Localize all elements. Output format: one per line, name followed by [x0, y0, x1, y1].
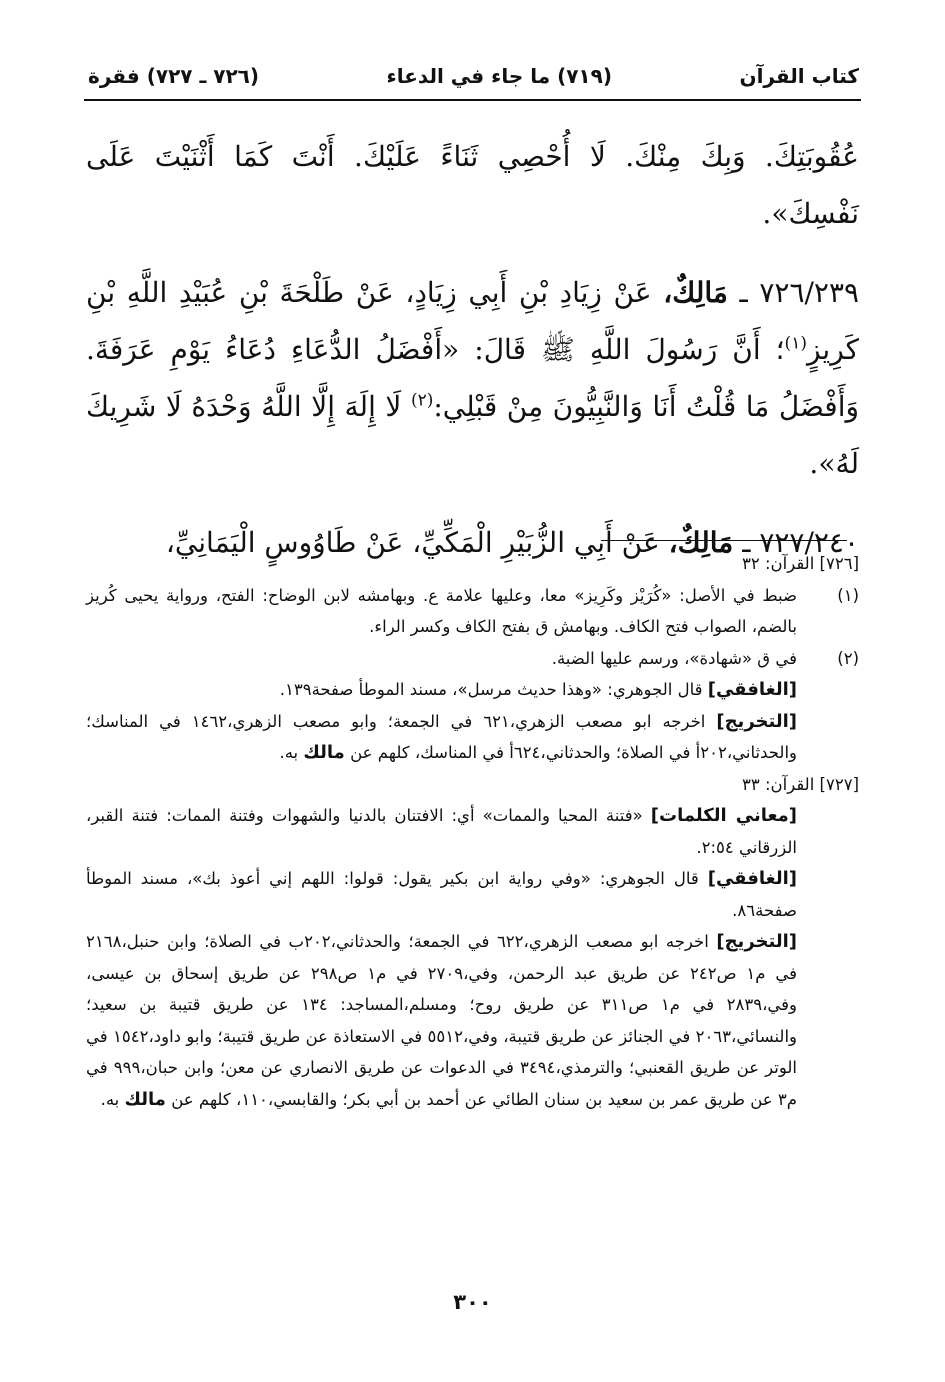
takhrij-note-726: [86, 706, 859, 769]
takhrij-end: به.: [279, 743, 304, 762]
footnote-2: [86, 643, 859, 675]
footnote-divider: [601, 540, 847, 541]
ghafiqi-note-726: [86, 674, 859, 706]
footnote-2-text: في ق «شهادة»، ورسم عليها الضبة.: [551, 648, 797, 668]
hadith-727-chain: عَنْ أَبِي الزُّبَيْرِ الْمَكِّيِّ، عَنْ طَاوُوسٍ الْيَمَانِيِّ،: [165, 526, 660, 559]
hadith-726-chain: عَنْ زِيَادِ بْنِ أَبِي زِيَادٍ، عَنْ طَلْحَةَ بْنِ عُبَيْدِ اللَّهِ بْنِ كَرِيزٍ: [86, 276, 859, 366]
header-divider: [84, 99, 861, 101]
hadith-726-number: ٧٢٦/٢٣٩ ـ: [739, 276, 860, 309]
takhrij-text: اخرجه ابو مصعب الزهري،٦٢٢ في الجمعة؛ والحدثاني،٢٠٢ب في الصلاة؛ وابن حنبل،٢١٦٨ في م١ ص٢٤٢ عن طريق عبد الرحمن، وفي،٢٧٠٩ في م١ ص٢٩٨ عن طريق إسحاق بن عيسى، وفي،٢٨٣٩ في م١ ص٣١١ عن طريق روح؛ ومسلم،المساجد: ١٣٤ عن طريق قتيبة بن سعيد؛ والنسائي،٢٠٦٣ في الجنائز عن طريق قتيبة، وفي،٥٥١٢ في الاستعاذة عن طريق قتيبة؛ وابو داود،١٥٤٢ في الوتر عن طريق القعنبي؛ والترمذي،٣٤٩٤ في الدعوات عن طريق الانصاري عن معن؛ وابن حبان،٩٩٩ في م٣ عن طريق عمر بن سعيد بن سنان الطائي عن أحمد بن أبي بكر؛ والقابسي،١١٠، كلهم عن: [86, 932, 798, 1109]
takhrij-malik: مالك: [303, 742, 345, 763]
takhrij-malik: مالك: [124, 1088, 166, 1110]
hadith-726-text: ؛ أَنَّ رَسُولَ اللَّهِ ﷺ قَالَ: «أَفْضَلُ الدُّعَاءِ دُعَاءُ يَوْمِ عَرَفَةَ. وَأَفْضَلُ مَا قُلْتُ أَنَا وَالنَّبِيُّونَ مِنْ قَبْلِي:: [86, 333, 859, 423]
hadith-727-narrator: مَالِكٌ،: [668, 526, 734, 559]
maani-text: «فتنة المحيا والممات» أي: الافتنان بالدنيا والشهوات وفتنة الممات: فتنة القبر، الزرقاني ٢:٥٤.: [86, 806, 797, 857]
footnote-ref-2[interactable]: (٢): [410, 390, 434, 411]
note-727-heading: [٧٢٧] القرآن: ٣٣: [741, 774, 859, 794]
ghafiqi-text: قال الجوهري: «وفي رواية ابن بكير يقول: قولوا: اللهم إني أعوذ بك»، مسند الموطأ صفحة٨٦.: [86, 869, 797, 920]
hadith-726: [86, 264, 859, 492]
takhrij-text: اخرجه ابو مصعب الزهري،٦٢١ في الجمعة؛ وابو مصعب الزهري،١٤٦٢ في المناسك؛ والحدثاني،٢٠٢أ في الصلاة؛ والحدثاني،٦٢٤أ في المناسك، كلهم عن: [86, 711, 797, 762]
ghafiqi-text: قال الجوهري: «وهذا حديث مرسل»، مسند الموطأ صفحة١٣٩.: [279, 680, 708, 699]
ghafiqi-tag: [الغافقي]: [707, 868, 797, 889]
ghafiqi-tag: [الغافقي]: [707, 679, 797, 700]
header-book-title: كتاب القرآن: [739, 64, 859, 88]
note-726-heading: [٧٢٦] القرآن: ٣٢: [741, 554, 859, 573]
footnote-1: [86, 580, 859, 643]
takhrij-end: به.: [100, 1089, 125, 1109]
header-chapter-title: (٧١٩) ما جاء في الدعاء: [386, 64, 612, 88]
hadith-726-narrator: مَالِكٌ،: [663, 276, 728, 309]
takhrij-tag: [التخريج]: [716, 931, 797, 952]
continuation-text: عُقُوبَتِكَ. وَبِكَ مِنْكَ. لَا أُحْصِي ثَنَاءً عَلَيْكَ. أَنْتَ كَمَا أَثْنَيْتَ عَلَى نَفْسِكَ».: [86, 140, 859, 230]
header-paragraph-range: (٧٢٦ ـ ٧٢٧) فقرة: [88, 64, 260, 88]
maani-tag: [معاني الكلمات]: [650, 805, 797, 826]
footnote-ref-1[interactable]: (١): [784, 333, 807, 354]
ghafiqi-note-727: [86, 863, 859, 926]
main-text: [86, 128, 859, 593]
footnote-1-text: ضبط في الأصل: «كُرَيْز وكَرِيز» معا، وعليها علامة ع. وبهامشه لابن الوضاح: الفتح، ورواية يحيى كُريز بالضم، الصواب فتح الكاف. وبهامش ق بفتح الكاف وكسر الراء.: [86, 585, 797, 636]
takhrij-tag: [التخريج]: [716, 710, 797, 732]
continuation-paragraph: [86, 128, 859, 242]
page-number: ٣٠٠: [453, 1290, 492, 1314]
maani-note-727: [86, 800, 859, 863]
hadith-727-number: ٧٢٧/٢٤٠ ـ: [742, 526, 859, 559]
running-header: [88, 60, 859, 92]
footnote-2-number: (٢): [837, 648, 859, 668]
footnotes: [86, 548, 859, 1115]
footnote-1-number: (١): [837, 585, 859, 605]
hadith-726-text-end: لَا إِلَهَ إِلَّا اللَّهُ وَحْدَهُ لَا شَرِيكَ لَهُ».: [86, 390, 859, 480]
takhrij-note-727: [86, 926, 859, 1115]
